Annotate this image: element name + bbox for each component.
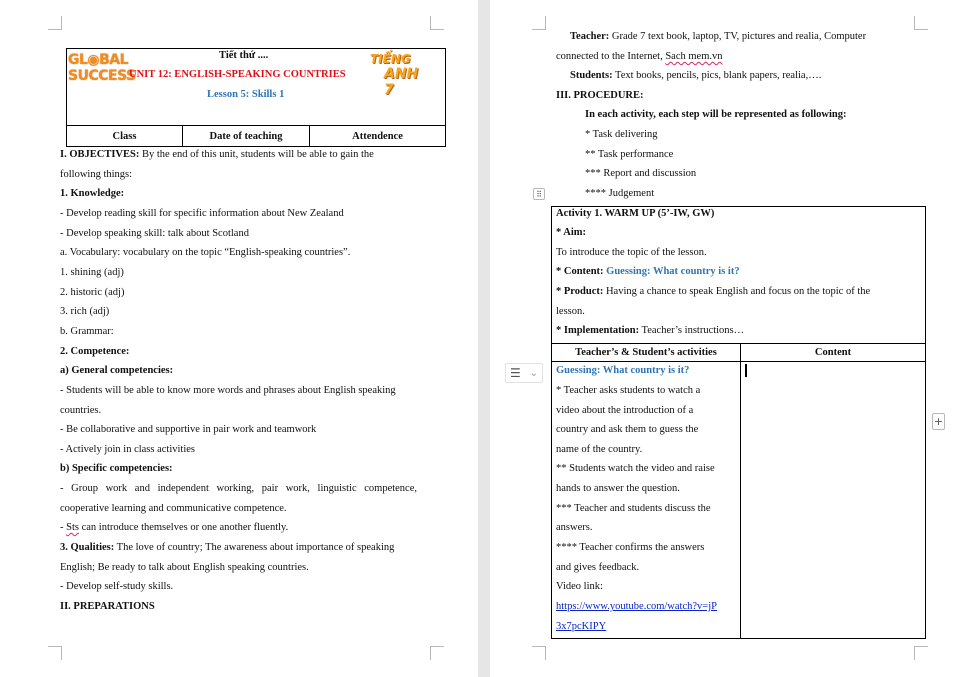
document-page-left: [0, 0, 478, 677]
margin-corner-mark: [48, 646, 62, 660]
procedure-step: *** Report and discussion: [585, 168, 697, 179]
layout-options-icon: ☰: [510, 366, 521, 380]
activity-cell-line: *** Teacher and students discuss the: [556, 503, 711, 514]
add-column-button[interactable]: +: [933, 415, 944, 428]
margin-corner-mark: [914, 16, 928, 30]
procedure-intro: In each activity, each step will be represented as following:: [585, 109, 847, 120]
activity-cell-line: country and ask them to guess the: [556, 424, 699, 435]
activity-table-header: [551, 343, 926, 362]
activity-cell-line: name of the country.: [556, 444, 643, 455]
table-move-handle-icon[interactable]: ⠿: [533, 188, 545, 200]
layout-options-button[interactable]: [505, 363, 543, 383]
column-class: Class: [112, 130, 137, 142]
qualities-continuation: English; Be ready to talk about English speaking countries.: [60, 562, 309, 573]
teacher-preparation: Teacher: Grade 7 text book, laptop, TV, pictures and realia, Computer: [570, 31, 867, 42]
procedure-heading: III. PROCEDURE:: [556, 90, 644, 101]
procedure-step: ** Task performance: [585, 149, 674, 160]
activity-table-body: [551, 361, 926, 639]
competence-heading: 2. Competence:: [60, 346, 130, 357]
objectives-paragraph: I. OBJECTIVES: By the end of this unit, students will be able to gain the: [60, 149, 374, 160]
knowledge-item: - Develop speaking skill: talk about Scotland: [60, 228, 249, 239]
vocab-item: 3. rich (adj): [60, 306, 110, 317]
self-study-line: - Develop self-study skills.: [60, 581, 174, 592]
specific-competency-item: - Sts can introduce themselves or one another fluently.: [60, 522, 289, 533]
activity-title: Activity 1. WARM UP (5’-IW, GW): [556, 208, 715, 219]
students-preparation: Students: Text books, pencils, pics, blank papers, realia,….: [570, 70, 822, 81]
preparations-heading: II. PREPARATIONS: [60, 601, 155, 612]
knowledge-heading: 1. Knowledge:: [60, 188, 125, 199]
global-success-logo: GL◉BAL SUCCESS: [68, 52, 136, 84]
vocabulary-line: a. Vocabulary: vocabulary on the topic “English-speaking countries”.: [60, 247, 351, 258]
tieng-anh-7-logo: TIẾNG ANH 7: [370, 52, 419, 98]
specific-competencies-heading: b) Specific competencies:: [60, 463, 173, 474]
general-competency-item: - Be collaborative and supportive in pair work and teamwork: [60, 424, 317, 435]
margin-corner-mark: [430, 16, 444, 30]
margin-corner-mark: [48, 16, 62, 30]
specific-competency-continuation: cooperative learning and communicative competence.: [60, 503, 287, 514]
procedure-step: **** Judgement: [585, 188, 655, 199]
procedure-step: * Task delivering: [585, 129, 658, 140]
text-cursor: [745, 364, 747, 377]
grammar-line: b. Grammar:: [60, 326, 114, 337]
content-cell[interactable]: [741, 361, 925, 638]
general-competency-item: - Actively join in class activities: [60, 444, 196, 455]
aim-label: * Aim:: [556, 227, 587, 238]
activity-cell-line: Video link:: [556, 581, 603, 592]
activity-cell-line: answers.: [556, 522, 593, 533]
margin-corner-mark: [532, 646, 546, 660]
vocab-item: 1. shining (adj): [60, 267, 124, 278]
column-attendence: Attendence: [309, 126, 445, 146]
activity-cell-line: hands to answer the question.: [556, 483, 680, 494]
qualities-paragraph: 3. Qualities: The love of country; The awareness about importance of speaking: [60, 542, 395, 553]
lesson-title: Lesson 5: Skills 1: [207, 89, 285, 100]
vocab-item: 2. historic (adj): [60, 287, 125, 298]
chevron-down-icon: ⌄: [529, 367, 538, 379]
column-activities: Teacher’s & Student’s activities: [552, 344, 741, 361]
activity-cell-line: and gives feedback.: [556, 562, 640, 573]
attendance-header-row: [66, 126, 446, 147]
specific-competency-item: - Group work and independent working, pair work, linguistic competence,: [60, 483, 418, 494]
content-line: * Content: Guessing: What country is it?: [556, 266, 740, 277]
activity-cell-line: **** Teacher confirms the answers: [556, 542, 705, 553]
activity-cell-line: video about the introduction of a: [556, 405, 694, 416]
unit-title: UNIT 12: ENGLISH-SPEAKING COUNTRIES: [129, 69, 346, 80]
activity-cell-title: Guessing: What country is it?: [556, 365, 690, 376]
teacher-preparation-continuation: connected to the Internet, Sach mem.vn: [556, 51, 723, 62]
activity-cell-line: * Teacher asks students to watch a: [556, 385, 701, 396]
video-link[interactable]: https://www.youtube.com/watch?v=jP: [556, 601, 717, 612]
spelling-flag[interactable]: Sach mem.vn: [665, 51, 723, 62]
product-line: * Product: Having a chance to speak English and focus on the topic of the: [556, 286, 871, 297]
general-competencies-heading: a) General competencies:: [60, 365, 174, 376]
activity-cell-line: ** Students watch the video and raise: [556, 463, 715, 474]
margin-corner-mark: [914, 646, 928, 660]
knowledge-item: - Develop reading skill for specific information about New Zealand: [60, 208, 344, 219]
margin-corner-mark: [532, 16, 546, 30]
page-gap: [478, 0, 490, 677]
margin-corner-mark: [430, 646, 444, 660]
period-label: Tiết thứ ....: [219, 50, 269, 61]
product-continuation: lesson.: [556, 306, 585, 317]
aim-text: To introduce the topic of the lesson.: [556, 247, 707, 258]
activities-cell[interactable]: [552, 361, 741, 638]
spelling-flag[interactable]: Sts: [66, 522, 79, 533]
general-competency-item: - Students will be able to know more words and phrases about English speaking: [60, 385, 396, 396]
objectives-continuation: following things:: [60, 169, 133, 180]
implementation-line: * Implementation: Teacher’s instructions…: [556, 325, 745, 336]
column-date-of-teaching: Date of teaching: [182, 126, 309, 146]
video-link-continuation[interactable]: 3x7pcKIPY: [556, 621, 607, 632]
general-competency-continuation: countries.: [60, 405, 102, 416]
column-content: Content: [814, 347, 852, 358]
